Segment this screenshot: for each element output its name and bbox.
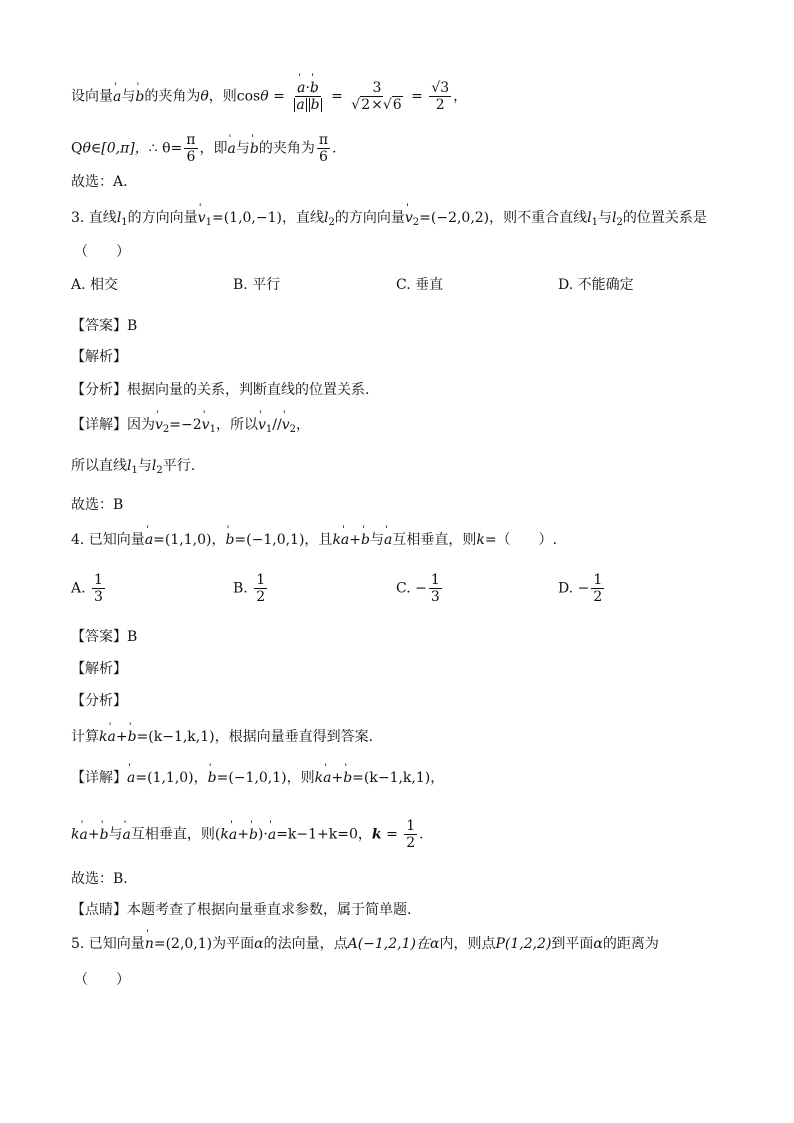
q3-option-a[interactable]: A. 相交	[71, 277, 119, 293]
q4-option-b[interactable]: B. $\frac{1}{2}$	[233, 572, 266, 605]
q4-analysis-tag: 【解析】	[71, 661, 127, 677]
fraction-root3-over-2: $\frac{√3}{2}$	[431, 80, 450, 113]
text: θ∈[0,π]，	[82, 140, 149, 157]
theta: θ	[200, 88, 209, 105]
text: ，即	[199, 140, 228, 157]
text: 的夹角为	[144, 88, 201, 105]
q5-paren: （ ）	[74, 972, 130, 988]
q4-detail: 【详解】ˈ a=(1,1,0)，ˈ b=(−1,0,1)，则kˈ a+ˈ b=(k−1,k,1)，	[71, 768, 444, 788]
q3-option-b[interactable]: B. 平行	[233, 277, 281, 293]
q2-theta-line: Qθ∈[0,π]，∴ θ= $\frac{\pi}{6}$ ，即ˈ a与ˈ b的夹角为 $\frac{\pi}{6}$ .	[71, 132, 336, 165]
q2-cos-line: 设向量ˈ a与ˈ b的夹角为θ，则cosθ = ˈ a·ˈ b ˈ aˈ b = $\frac{3}{√2\times√6}$ = $\frac{√3}{2}$ ，	[71, 80, 467, 113]
text: ∴ θ=	[148, 140, 183, 157]
q4-option-c[interactable]: C. − $\frac{1}{3}$	[396, 572, 440, 605]
cos-label: cos	[236, 88, 261, 105]
q3-stem: 3. 直线$l_1$的方向向量ˈ $v_1=(1,0,-1)$，直线$l_2$的方向向量ˈ $v_2=(-2,0,2)$，则不重合直线$l_1$与$l_2$的位置关系是	[71, 208, 707, 233]
q4-option-d[interactable]: D. − $\frac{1}{2}$	[558, 572, 603, 605]
text: 的夹角为	[258, 140, 315, 157]
q3-choose: 故选：B	[71, 497, 124, 513]
q4-note: 【点睛】本题考查了根据向量垂直求参数，属于简单题.	[71, 902, 412, 918]
q5-stem: 5. 已知向量ˈ n=(2,0,1)为平面α的法向量，点A(−1,2,1)在α内，则点P(1,2,2)到平面α的距离为	[71, 934, 659, 954]
fraction-pi-over-6: $\frac{\pi}{6}$	[186, 132, 196, 165]
q3-analysis-tag: 【解析】	[71, 349, 127, 365]
text: ，则	[208, 88, 237, 105]
fraction-3-over-root: $\frac{3}{√2\times√6}$	[351, 80, 402, 113]
q4-fenxi-tag: 【分析】	[71, 693, 127, 709]
theta: θ	[260, 88, 269, 105]
q3-paren: （ ）	[74, 244, 130, 260]
q4-stem: 4. 已知向量ˈ a=(1,1,0)，ˈ b=(−1,0,1)，且kˈ a+ˈ b与ˈ a互相垂直，则k=（ ）.	[71, 530, 557, 550]
fraction-pi-over-6: $\frac{\pi}{6}$	[318, 132, 329, 165]
q4-detail-2: kˈ a+ˈ b与ˈ a互相垂直，则(kˈ a+ˈ b)·ˈ a=k−1+k=0，k = $\frac{1}{2}$ .	[71, 818, 424, 851]
q4-choose: 故选：B.	[71, 871, 128, 887]
q3-fenxi: 【分析】根据向量的关系，判断直线的位置关系.	[71, 382, 370, 398]
vec-a: ˈ a	[113, 83, 121, 111]
q4-calc: 计算kˈ a+ˈ b=(k−1,k,1)，根据向量垂直得到答案.	[71, 727, 373, 747]
text: 与	[235, 140, 250, 157]
text: 设向量	[71, 88, 113, 105]
q3-conclusion: 所以直线$l_1$与$l_2$平行.	[71, 458, 196, 476]
q2-answer-line: 故选：A．	[71, 174, 138, 190]
q3-answer: 【答案】B	[71, 318, 138, 334]
q3-detail: 【详解】因为ˈ $v_2=-2ˈ$ $v_1$，所以ˈ $v_1//ˈ$ $v_2$，	[71, 415, 310, 440]
q4-answer: 【答案】B	[71, 629, 138, 645]
q3-option-d[interactable]: D. 不能确定	[558, 277, 634, 293]
text: 与	[121, 88, 136, 105]
fraction-half: $\frac{1}{2}$	[406, 818, 416, 851]
q4-option-a[interactable]: A. $\frac{1}{3}$	[71, 572, 103, 605]
vec-b: ˈ b	[135, 83, 144, 111]
text: Q	[71, 140, 83, 157]
cos-fraction: ˈ a·ˈ b ˈ aˈ b	[291, 80, 324, 113]
q3-option-c[interactable]: C. 垂直	[396, 277, 444, 293]
